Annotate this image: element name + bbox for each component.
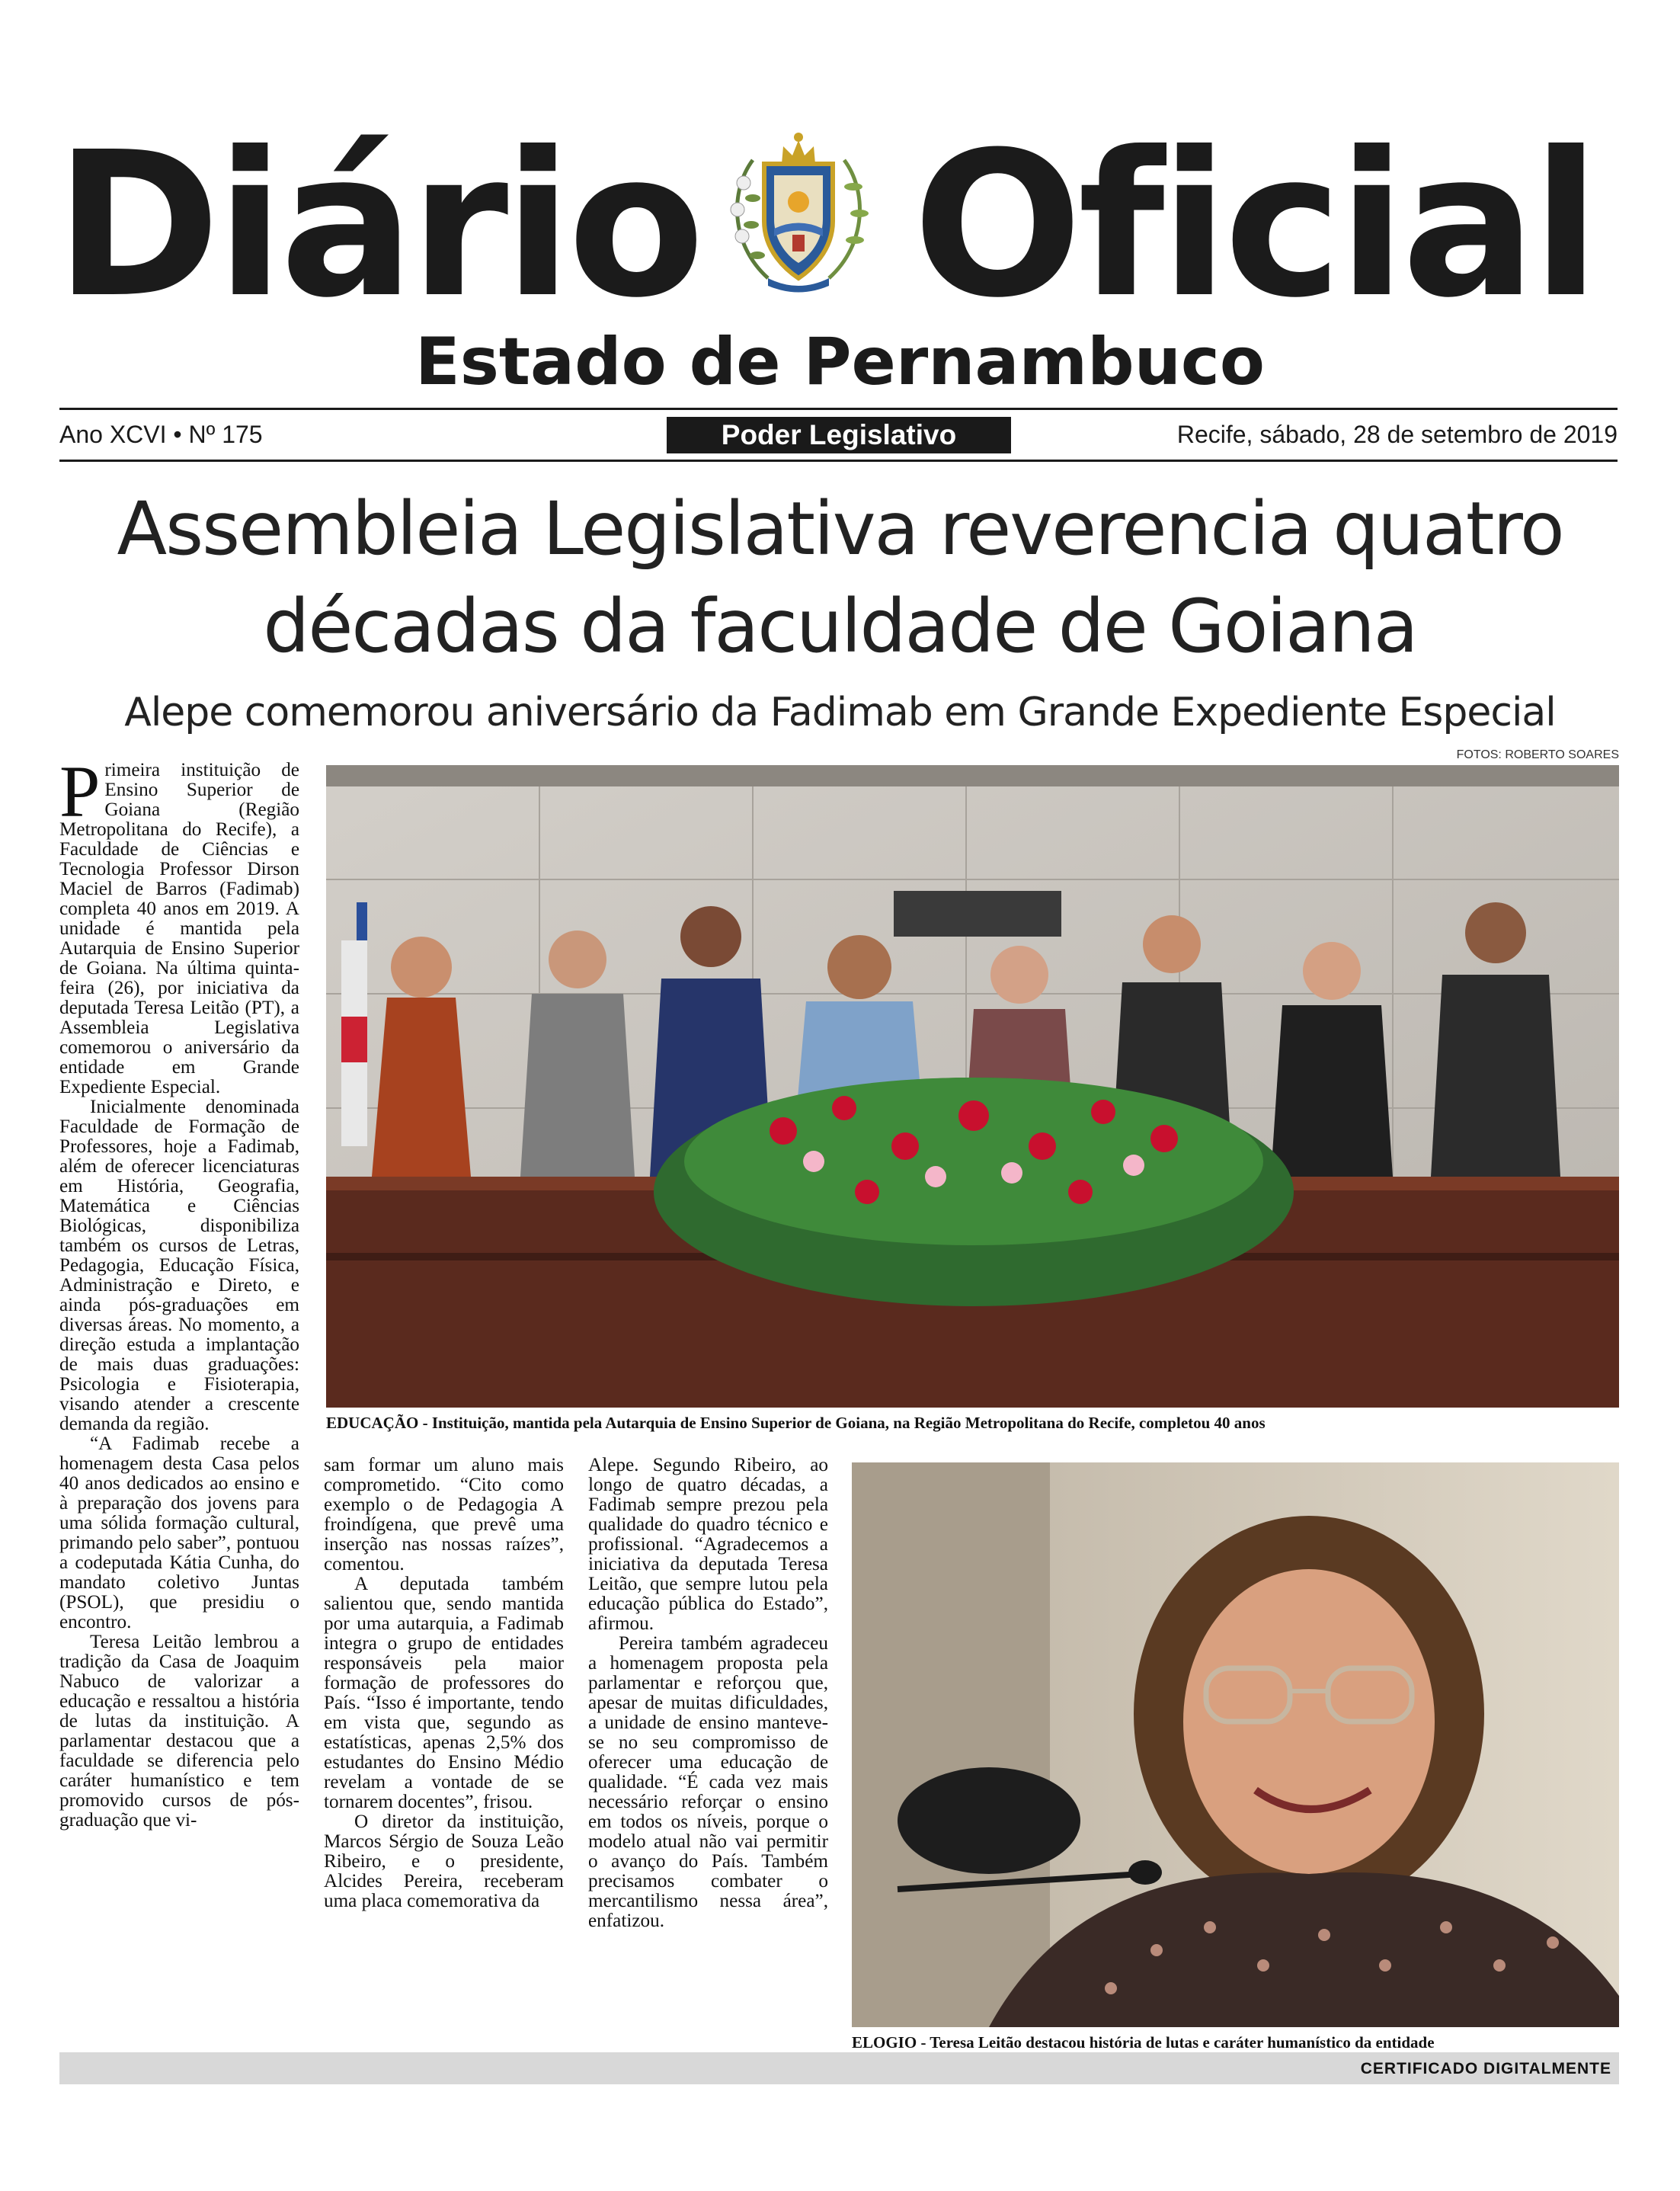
photo-caption-elogio: ELOGIO - Teresa Leitão destacou história de lutas e caráter humanístico da entidade: [852, 2033, 1435, 2052]
paragraph: Teresa Leitão lembrou a tradição da Casa de Joaquim Nabuco de valorizar a educação e ressaltou a história de lutas da instituição. A parlamentar destacou que a faculdade se diferencia pelo caráter humanístico e tem promovido cursos de pós-graduação que vi-: [59, 1632, 299, 1831]
paragraph: A deputada também salientou que, sendo mantida por uma autarquia, a Fadimab integra o grupo de entidades responsáveis pela maior formação de professores do País. “Isso é importante, tendo em vista que, segundo as estatísticas, apenas 2,5% dos estudantes do Ensino Médio revelam a vontade de se tornarem docentes”, frisou.: [324, 1574, 564, 1812]
issue-number: Ano XCVI • Nº 175: [59, 421, 263, 448]
headline: [46, 480, 1634, 675]
headline-line-1: Assembleia Legislativa reverencia quatro: [117, 486, 1563, 572]
digital-certificate-label: CERTIFICADO DIGITALMENTE: [1360, 2060, 1611, 2077]
paragraph: Pereira também agradeceu a homenagem proposta pela parlamentar e reforçou que, apesar de muitas dificuldades, a unidade de ensino manteve-se no seu compromisso de oferecer uma educação de qualidade. “É cada vez mais necessário reforçar o ensino em todos os níveis, porque o modelo atual não vai permitir o avanço do País. Também precisamos combater o mercantilismo nessa área”, enfatizou.: [588, 1633, 828, 1931]
article-column-1: [59, 751, 299, 1831]
coat-of-arms-icon: [722, 130, 875, 296]
paragraph: rimeira instituição de Ensino Superior de Goiana (Região Metropolitana do Recife), a Faculdade de Ciências e Tecnologia Professor Dirson Maciel de Barros (Fadimab) completa 40 anos em 2019. A unidade é mantida pela Autarquia de Ensino Superior de Goiana. Na última quinta-feira (26), por iniciativa da deputada Teresa Leitão (PT), a Assembleia Legislativa comemorou o aniversário da entidade em Grande Expediente Especial.: [59, 760, 299, 1097]
masthead-bottom-rule: [59, 460, 1618, 462]
article-column-3: [588, 1456, 828, 1931]
masthead-title-right: Oficial: [913, 109, 1596, 341]
masthead-top-rule: [59, 408, 1618, 410]
photo-caption-education: EDUCAÇÃO - Instituição, mantida pela Autarquia de Ensino Superior de Goiana, na Região Metropolitana do Recife, completou 40 anos: [326, 1414, 1266, 1432]
paragraph: Inicialmente denominada Faculdade de Formação de Professores, hoje a Fadimab, além de oferecer licenciaturas em História, Geografia, Matemática e Ciências Biológicas, disponibiliza também os cursos de Letras, Pedagogia, Educação Física, Administração e Direto, e ainda pós-graduações em diversas áreas. No momento, a direção estuda a implantação de mais duas graduações: Psicologia e Fisioterapia, visando atender a crescente demanda da região.: [59, 1097, 299, 1434]
section-badge: Poder Legislativo: [667, 417, 1011, 453]
masthead-title-left: Diário: [55, 109, 701, 341]
paragraph: sam formar um aluno mais comprometido. “Cito como exemplo o de Pedagogia A froindígena, que prevê uma inserção nas nossas raízes”, comentou.: [324, 1455, 564, 1574]
paragraph: O diretor da instituição, Marcos Sérgio de Souza Leão Ribeiro, e o presidente, Alcides Pereira, receberam uma placa comemorativa da: [324, 1811, 564, 1911]
portrait-photo: [852, 1462, 1619, 2027]
drop-cap: P: [59, 751, 101, 832]
masthead-subtitle: Estado de Pernambuco: [415, 324, 1265, 400]
deck: Alepe comemorou aniversário da Fadimab em Grande Expediente Especial: [124, 690, 1556, 735]
headline-line-2: décadas da faculdade de Goiana: [263, 584, 1417, 669]
article-column-2: [324, 1456, 564, 1911]
photo-credit: FOTOS: ROBERTO SOARES: [1456, 748, 1619, 761]
dateline: Recife, sábado, 28 de setembro de 2019: [1176, 421, 1618, 448]
paragraph: “A Fadimab recebe a homenagem desta Casa pelos 40 anos dedicados ao ensino e à preparação dos jovens para uma sólida formação cultural, primando pelo saber”, pontuou a codeputada Kátia Cunha, do mandato coletivo Juntas (PSOL), que presidiu o encontro.: [59, 1433, 299, 1632]
group-photo: [326, 765, 1619, 1408]
paragraph: Alepe. Segundo Ribeiro, ao longo de quatro décadas, a Fadimab sempre prezou pela qualidade do quadro técnico e profissional. “Agradecemos a iniciativa da deputada Teresa Leitão, que sempre lutou pela educação pública do Estado”, afirmou.: [588, 1455, 828, 1634]
